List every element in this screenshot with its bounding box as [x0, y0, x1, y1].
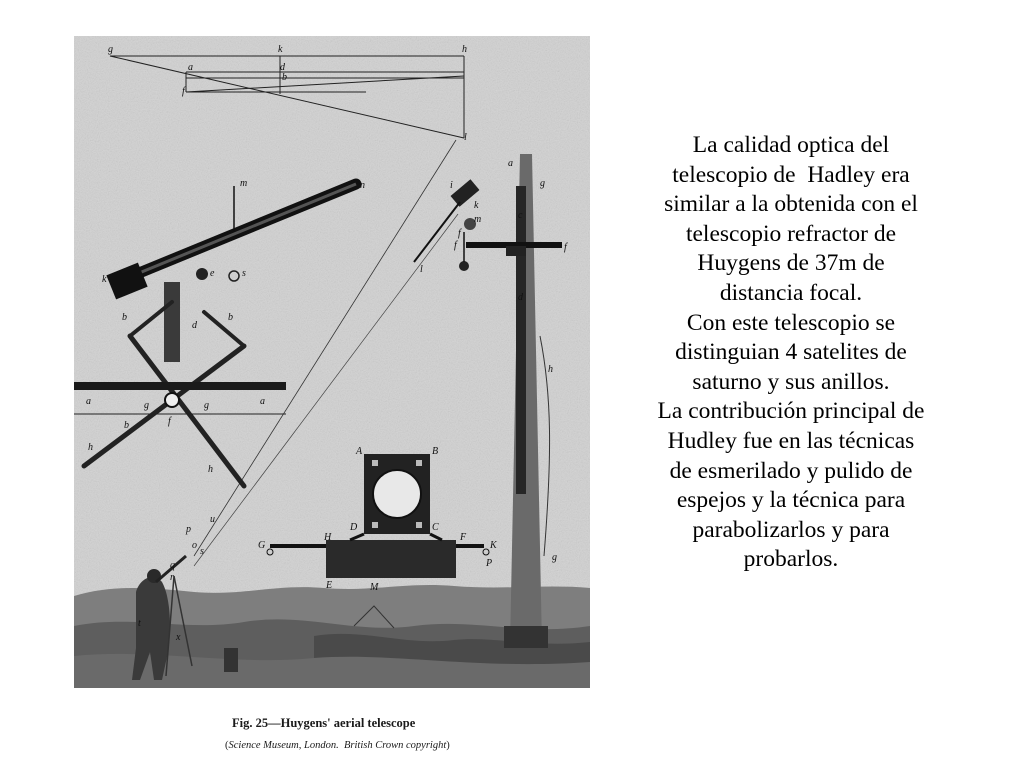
- label-A-box: A: [356, 446, 363, 457]
- text-line: telescopio de Hadley era: [672, 161, 910, 188]
- label-s-cord: s: [200, 546, 204, 557]
- credit-museum: Science Museum, London.: [228, 740, 339, 751]
- label-b-low: b: [124, 420, 129, 431]
- label-g-left: g: [144, 400, 149, 411]
- mirror-box: [364, 454, 430, 534]
- label-b-right: b: [228, 312, 233, 323]
- text-line: distancia focal.: [719, 279, 863, 306]
- tube-support-post: [164, 282, 180, 362]
- label-g-pole-low: g: [552, 552, 557, 563]
- label-d-top: d: [280, 62, 285, 73]
- label-e-knob: e: [210, 268, 215, 279]
- label-G-box: G: [258, 540, 266, 551]
- label-B-box: B: [432, 446, 439, 457]
- label-m-eye: m: [474, 214, 482, 225]
- label-l-eye: l: [420, 264, 423, 275]
- label-d-mid: d: [192, 320, 197, 331]
- label-t-man: t: [138, 618, 141, 629]
- label-a-pole: a: [508, 158, 513, 169]
- label-h-low: h: [208, 464, 213, 475]
- label-C-box: C: [432, 522, 439, 533]
- label-f-low: f: [168, 416, 171, 427]
- label-q-cord: q: [170, 560, 175, 571]
- horizontal-rail: [74, 382, 286, 390]
- label-s-knob: s: [242, 268, 246, 279]
- text-line: similar a la obtenida con el: [664, 191, 918, 218]
- text-line: telescopio refractor de: [685, 220, 897, 247]
- text-line: de esmerilado y pulido de: [669, 457, 913, 484]
- label-h-left: h: [88, 442, 93, 453]
- label-h-top: h: [462, 44, 467, 55]
- paragraph-saturn: [622, 309, 960, 398]
- text-line: distinguian 4 satelites de: [675, 339, 907, 366]
- label-f-top: f: [182, 86, 185, 97]
- label-r-cord: r: [170, 572, 174, 583]
- label-a-top: a: [188, 62, 193, 73]
- label-f-bar-right: f: [564, 242, 567, 253]
- label-P-box: P: [486, 558, 493, 569]
- label-K-box: K: [490, 540, 497, 551]
- label-M-box: M: [370, 582, 379, 593]
- label-l-top: l: [464, 132, 467, 143]
- label-k-eye: k: [474, 200, 479, 211]
- text-line: Huygens de 37m de: [697, 250, 885, 277]
- text-line: La contribución principal de: [657, 398, 925, 425]
- label-g-top: g: [108, 44, 113, 55]
- huygens-aerial-telescope-engraving: [74, 36, 590, 688]
- label-c-pole: c: [518, 210, 523, 221]
- description-text: [622, 131, 960, 575]
- label-k-left: k: [102, 274, 107, 285]
- label-n-tube: n: [360, 180, 365, 191]
- label-D-box: D: [350, 522, 358, 533]
- text-line: La calidad optica del: [692, 132, 890, 158]
- label-p-cord: p: [186, 524, 191, 535]
- label-a-right: a: [260, 396, 265, 407]
- label-a-left: a: [86, 396, 91, 407]
- figure-credit: (Science Museum, London. British Crown copyright): [225, 740, 450, 751]
- label-F-box: F: [460, 532, 467, 543]
- label-m-rod: m: [240, 178, 248, 189]
- label-o-cord: o: [192, 540, 197, 551]
- label-u-cord: u: [210, 514, 215, 525]
- label-d-pole: d: [518, 292, 523, 303]
- label-g-right: g: [204, 400, 209, 411]
- text-line: parabolizarlos y para: [692, 516, 890, 543]
- label-k-top: k: [278, 44, 283, 55]
- text-line: Con este telescopio se: [686, 309, 896, 336]
- label-g-pole: g: [540, 178, 545, 189]
- label-i-eye: i: [450, 180, 453, 191]
- text-line: espejos y la técnica para: [676, 487, 906, 514]
- label-H-box: H: [324, 532, 332, 543]
- figure-caption: Fig. 25—Huygens' aerial telescope: [232, 716, 416, 730]
- label-E-box: E: [326, 580, 333, 591]
- paragraph-contribution: [622, 397, 960, 575]
- text-line: probarlos.: [743, 546, 839, 573]
- text-line: Hudley fue en las técnicas: [667, 427, 915, 454]
- label-x-man: x: [176, 632, 181, 643]
- text-line: saturno y sus anillos.: [692, 368, 890, 395]
- paragraph-optical-quality: [622, 131, 960, 309]
- label-f-eye-left: f: [454, 240, 457, 251]
- label-h-pole: h: [548, 364, 553, 375]
- label-f-bar-left: f: [458, 228, 461, 239]
- label-b-left: b: [122, 312, 127, 323]
- label-b-top: b: [282, 72, 287, 83]
- credit-copyright: British Crown copyright: [343, 740, 447, 751]
